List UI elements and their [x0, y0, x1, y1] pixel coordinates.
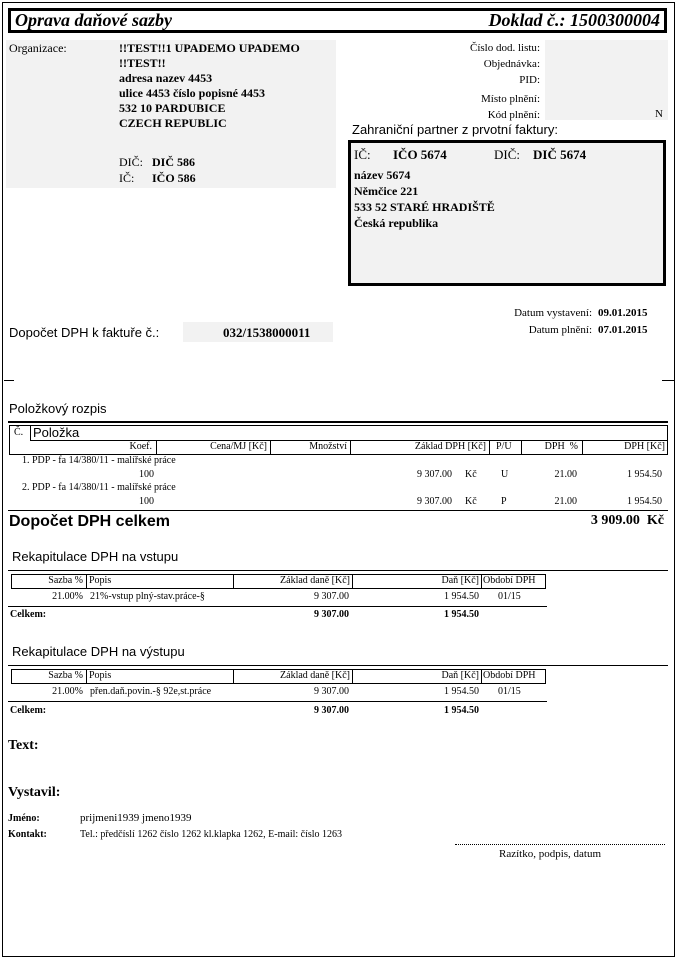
fold-mark-right: [662, 380, 674, 381]
org-ic-value: IČO 586: [152, 171, 196, 185]
right-field-labels: Číslo dod. listu: Objednávka: PID: Místo plnění: Kód plnění:: [470, 42, 540, 121]
issuer-kontakt-value: Tel.: předčíslí 1262 číslo 1262 kl.klapka 1262, E-mail: číslo 1263: [80, 829, 343, 840]
rekap-out-total-rule: [8, 701, 547, 702]
item-row-1-name: 1. PDP - fa 14/380/11 - malířské práce: [22, 455, 176, 466]
rekap-in-dan: 1 954.50: [444, 591, 479, 602]
partner-ic-value: IČO 5674: [393, 147, 447, 162]
rekap-out-h-popis: Popis: [89, 670, 112, 681]
item-row-2-zaklad: 9 307.00: [417, 496, 452, 507]
items-header-divider: [350, 440, 351, 455]
item-row-2-mena: Kč: [465, 496, 477, 507]
partner-line: Němčice 221: [354, 184, 419, 198]
partner-line: Česká republika: [354, 216, 439, 230]
items-section-title: Položkový rozpis: [9, 401, 107, 416]
partner-heading: Zahraniční partner z prvotní faktury:: [352, 122, 558, 137]
datum-plneni-label: Datum plnění: [528, 324, 589, 336]
partner-line: 533 52 STARÉ HRADIŠTĚ: [354, 200, 495, 214]
rekap-in-h-popis: Popis: [89, 575, 112, 586]
items-header-divider: [521, 440, 522, 455]
items-col-zaklad: Základ DPH [Kč]: [414, 441, 486, 452]
items-col-polozka: Položka: [33, 425, 80, 440]
rekap-in-title: Rekapitulace DPH na vstupu: [12, 549, 179, 564]
rekap-out-divider: [352, 669, 353, 684]
org-dic-label: DIČ:: [119, 155, 143, 169]
item-row-1-pu: U: [501, 469, 509, 480]
rekap-in-obdobi: 01/15: [498, 591, 521, 602]
signature-label: Razítko, podpis, datum: [499, 848, 602, 860]
items-total-value: 3 909.00 Kč: [590, 513, 664, 528]
org-line: 532 10 PARDUBICE: [119, 101, 226, 115]
items-col-dph: DPH [Kč]: [624, 441, 665, 452]
issuer-label: Vystavil:: [8, 785, 61, 800]
document-number: Doklad č.: 1500300004: [488, 10, 660, 30]
items-bottom-rule: [8, 510, 668, 511]
items-col-koef: Koef.: [129, 441, 152, 452]
items-header-divider: [582, 440, 583, 455]
org-line: !!TEST!!: [119, 56, 166, 70]
org-ic-label: IČ:: [119, 171, 135, 185]
misto-plneni-label: Místo plnění: [481, 93, 537, 105]
issuer-jmeno-value: prijmeni1939 jmeno1939: [80, 812, 192, 824]
rekap-out-popis: přen.daň.povin.-§ 92e,st.práce: [90, 686, 212, 697]
items-col-pu: P/U: [496, 441, 512, 452]
rekap-out-h-dan: Daň [Kč]: [441, 670, 479, 681]
org-line: ulice 4453 číslo popisné 4453: [119, 86, 266, 100]
kod-plneni-label: Kód plnění: [487, 109, 537, 121]
date-values: [598, 305, 648, 339]
rekap-out-zaklad: 9 307.00: [314, 686, 349, 697]
rekap-out-title: Rekapitulace DPH na výstupu: [12, 644, 185, 659]
rekap-in-total-zaklad: 9 307.00: [314, 609, 349, 620]
signature-line: [455, 844, 665, 845]
item-row-2-pu: P: [501, 496, 507, 507]
rekap-out-total-dan: 1 954.50: [444, 705, 479, 716]
items-total-label: Dopočet DPH celkem: [9, 513, 170, 530]
rekap-out-total-zaklad: 9 307.00: [314, 705, 349, 716]
rekap-out-h-zaklad: Základ daně [Kč]: [280, 670, 350, 681]
datum-vystaveni-value: 09.01.2015: [598, 307, 648, 319]
rekap-out-divider: [86, 669, 87, 684]
items-col-mnozstvi: Množství: [309, 441, 347, 452]
rekap-out-h-obdobi: Období DPH: [483, 670, 536, 681]
rekap-in-total-rule: [8, 606, 547, 607]
rekap-in-total-label: Celkem:: [10, 609, 47, 620]
item-row-2-pct: 21.00: [554, 496, 577, 507]
document-title-bar: [8, 8, 667, 33]
rekap-out-h-sazba: Sazba %: [48, 670, 83, 681]
rekap-in-divider: [86, 574, 87, 589]
items-top-rule: [8, 421, 668, 423]
rekap-out-divider: [481, 669, 482, 684]
rekap-in-divider: [481, 574, 482, 589]
objednavka-label: Objednávka: [483, 58, 537, 70]
rekap-in-h-obdobi: Období DPH: [483, 575, 536, 586]
rekap-in-h-dan: Daň [Kč]: [441, 575, 479, 586]
item-row-1-pct: 21.00: [554, 469, 577, 480]
item-row-2-dph: 1 954.50: [627, 496, 662, 507]
organization-label: Organizace:: [9, 41, 67, 55]
text-label: Text:: [8, 738, 39, 753]
kod-plneni-value: N: [655, 108, 663, 120]
partner-dic-label: DIČ:: [494, 147, 520, 162]
partner-address: [354, 167, 495, 231]
rekap-in-rule: [8, 570, 668, 571]
items-header-divider: [270, 440, 271, 455]
issuer-jmeno-label: Jméno:: [8, 813, 40, 824]
datum-vystaveni-label: Datum vystavení: [514, 307, 589, 319]
item-row-2-koef: 100: [139, 496, 154, 507]
partner-ic-label: IČ:: [354, 147, 371, 162]
invoice-ref-label: Dopočet DPH k faktuře č.:: [9, 325, 160, 340]
rekap-out-rule: [8, 665, 668, 666]
rekap-in-zaklad: 9 307.00: [314, 591, 349, 602]
right-fields-panel: [545, 40, 668, 120]
issuer-kontakt-label: Kontakt:: [8, 829, 47, 840]
items-header-divider: [30, 425, 31, 440]
item-row-1-dph: 1 954.50: [627, 469, 662, 480]
rekap-in-h-sazba: Sazba %: [48, 575, 83, 586]
organization-address: [119, 41, 300, 131]
partner-dic-value: DIČ 5674: [533, 147, 587, 162]
partner-line: název 5674: [354, 168, 411, 182]
rekap-out-divider: [233, 669, 234, 684]
rekap-out-total-label: Celkem:: [10, 705, 47, 716]
rekap-in-divider: [352, 574, 353, 589]
item-row-1-mena: Kč: [465, 469, 477, 480]
datum-plneni-value: 07.01.2015: [598, 324, 648, 336]
rekap-in-sazba: 21.00%: [52, 591, 83, 602]
items-col-dph-pct: DPH %: [544, 441, 578, 452]
fold-mark-left: [4, 380, 14, 381]
items-header-divider: [489, 440, 490, 455]
rekap-out-dan: 1 954.50: [444, 686, 479, 697]
item-row-2-name: 2. PDP - fa 14/380/11 - malířské práce: [22, 482, 176, 493]
items-col-c: Č.: [14, 427, 24, 438]
org-line: adresa nazev 4453: [119, 71, 213, 85]
rekap-out-sazba: 21.00%: [52, 686, 83, 697]
rekap-out-obdobi: 01/15: [498, 686, 521, 697]
cislo-dod-listu-label: Číslo dod. listu: [470, 42, 537, 54]
rekap-in-total-dan: 1 954.50: [444, 609, 479, 620]
org-dic-value: DIČ 586: [152, 155, 196, 169]
org-line: CZECH REPUBLIC: [119, 116, 227, 130]
rekap-in-h-zaklad: Základ daně [Kč]: [280, 575, 350, 586]
document-title: Oprava daňové sazby: [15, 10, 172, 30]
items-header-divider: [156, 440, 157, 455]
org-line: !!TEST!!1 UPADEMO UPADEMO: [119, 41, 300, 55]
items-col-cena: Cena/MJ [Kč]: [210, 441, 267, 452]
rekap-in-popis: 21%-vstup plný-stav.práce-§: [90, 591, 205, 602]
date-labels: Datum vystavení: Datum plnění:: [514, 307, 592, 336]
item-row-1-zaklad: 9 307.00: [417, 469, 452, 480]
rekap-in-divider: [233, 574, 234, 589]
pid-label: PID: [519, 74, 537, 86]
item-row-1-koef: 100: [139, 469, 154, 480]
invoice-ref-value: 032/1538000011: [223, 325, 311, 340]
